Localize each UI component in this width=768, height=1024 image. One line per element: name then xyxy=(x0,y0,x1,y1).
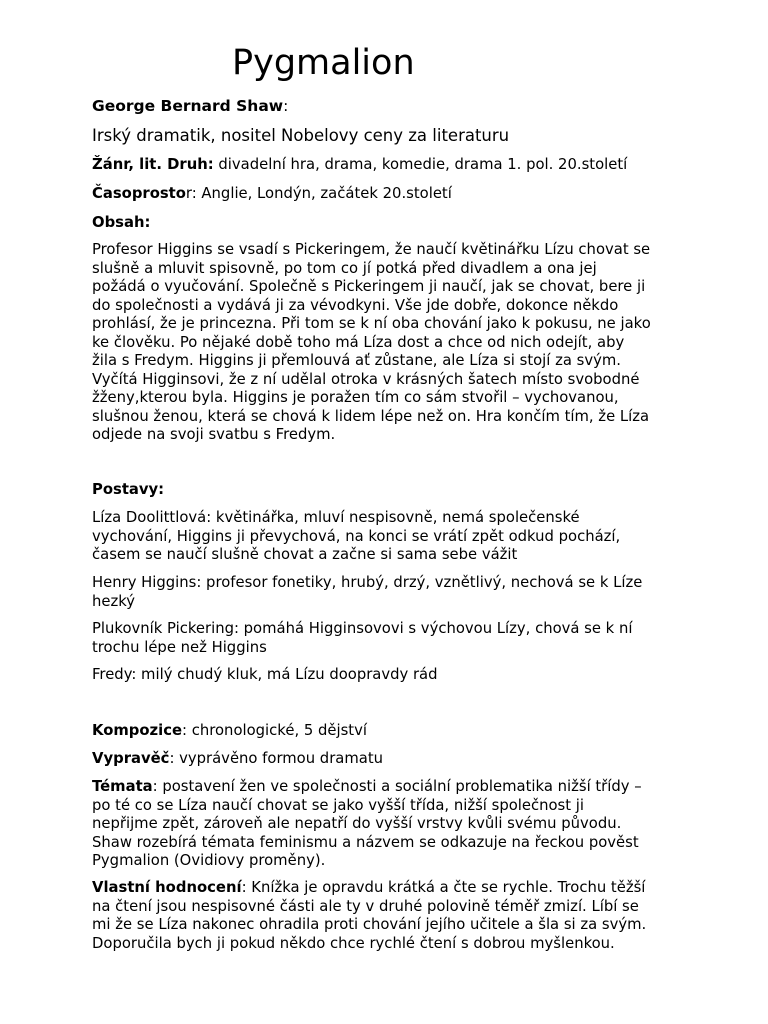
setting-value: r: Anglie, Londýn, začátek 20.století xyxy=(185,185,452,202)
content-line: slušnou ženou, která se chová k lidem lépe než on. Hra končím tím, že Líza xyxy=(92,407,650,425)
themes-paragraph: Témata: postavení žen ve společnosti a sociální problematika nižší třídy – po té co se Líza naučí chovat se jako vyšší třída, nižší společnost ji nepřijme zpět, zároveň ale nepatří do vyšší vrstvy kvůli svému původu. Shaw rozebírá témata feminismu a názvem se odkazuje na řeckou pověst Pygmalion (Ovidiovy proměny). xyxy=(92,778,642,869)
author-name: George Bernard Shaw xyxy=(92,97,284,115)
character-higgins: Henry Higgins: profesor fonetiky, hrubý, drzý, vznětlivý, nechová se k Líze hezký xyxy=(92,574,643,610)
genre-value: divadelní hra, drama, komedie, drama 1. pol. 20.století xyxy=(213,156,628,173)
setting-label: Časoprosto xyxy=(92,185,186,202)
genre-label: Žánr, lit. Druh: xyxy=(92,156,214,173)
narrator-value: : vyprávěno formou dramatu xyxy=(169,750,384,767)
character-pickering: Plukovník Pickering: pomáhá Higginsovovi s výchovou Lízy, chová se k ní trochu lépe než Higgins xyxy=(92,620,633,656)
content-line: do společnosti a vydává ji za vévodkyni. Vše jde dobře, dokonce někdo xyxy=(92,296,619,314)
author-description: Irský dramatik, nositel Nobelovy ceny za literaturu xyxy=(92,126,510,145)
content-line: Vyčítá Higginsovi, že z ní udělal otroka v krásných šatech místo svobodné xyxy=(92,370,640,388)
content-line: ke člověku. Po nějaké době toho má Líza dost a chce od nich odejít, aby xyxy=(92,333,625,351)
author-line xyxy=(92,96,288,116)
opinion-paragraph: Vlastní hodnocení: Knížka je opravdu krátká a čte se rychle. Trochu těžší na čtení jsou nespisovné části ale ty v druhé polovině téměř zmizí. Líbí se mi že se Líza nakonec ohradila proti chování jejího učitele a šla si za svým. Doporučila bych ji pokud někdo chce rychlé čtení s dobrou myšlenkou. xyxy=(92,879,647,952)
narrator-label: Vypravěč xyxy=(92,750,170,767)
setting-line xyxy=(92,185,692,204)
character-fredy: Fredy: milý chudý kluk, má Lízu doopravdy rád xyxy=(92,666,438,683)
composition-value: : chronologické, 5 dějství xyxy=(182,722,367,739)
content-line: žženy,kterou byla. Higgins je poražen tím co sám stvořil – vychovanou, xyxy=(92,389,619,406)
content-line: slušně a mluvit spisovně, po tom co jí potká před divadlem a ona jej xyxy=(92,259,597,277)
document-title: Pygmalion xyxy=(232,43,415,83)
composition-line xyxy=(92,722,692,741)
characters-heading xyxy=(92,481,692,500)
character-liza: Líza Doolittlová: květinářka, mluví nespisovně, nemá společenské vychování, Higgins ji převychová, na konci se vrátí zpět odkud pochází, časem se naučí slušně chovat a začne si sama sebe vážit xyxy=(92,509,621,563)
content-paragraph xyxy=(92,241,692,445)
content-heading xyxy=(92,214,692,233)
composition-label: Kompozice xyxy=(92,722,183,739)
content-label: Obsah: xyxy=(92,214,151,231)
themes-label: Témata xyxy=(92,778,153,795)
author-suffix: : xyxy=(283,97,289,115)
content-line: Profesor Higgins se vsadí s Pickeringem, že naučí květinářku Lízu chovat se xyxy=(92,241,651,258)
content-line: prohlásí, že je princezna. Při tom se k ní oba chování jako k pokusu, ne jako xyxy=(92,315,651,332)
content-line: žila s Fredym. Higgins ji přemlouvá ať zůstane, ale Líza si stojí za svým. xyxy=(92,352,621,369)
content-line: požádá o vyučování. Společně s Pickeringem ji naučí, jak se chovat, bere ji xyxy=(92,278,646,295)
opinion-label: Vlastní hodnocení xyxy=(92,879,242,896)
narrator-line xyxy=(92,750,692,769)
content-line: odjede na svoji svatbu s Fredym. xyxy=(92,426,336,443)
characters-label: Postavy: xyxy=(92,481,165,498)
genre-line xyxy=(92,156,692,175)
